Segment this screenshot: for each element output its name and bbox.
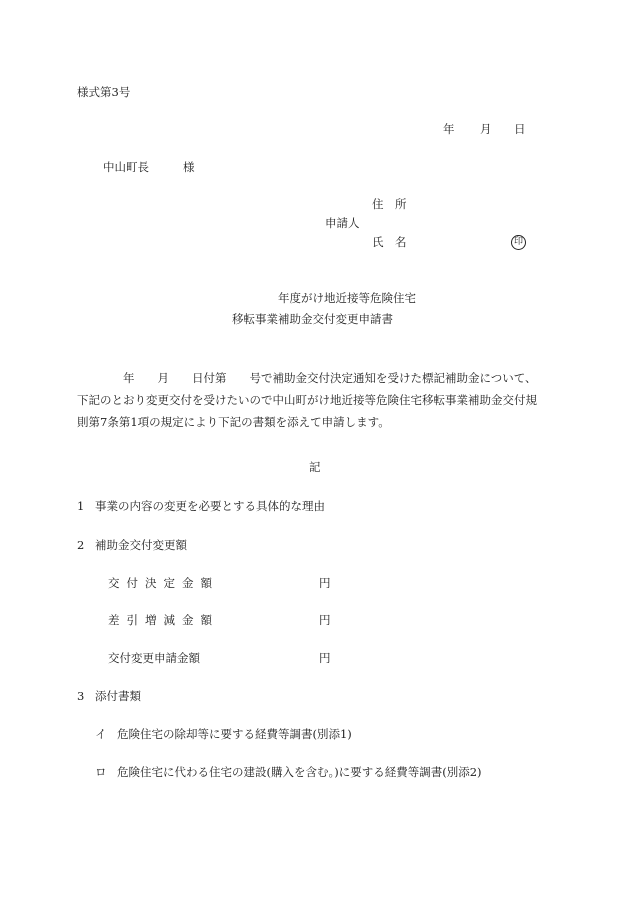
- body-line-2: 下記のとおり変更交付を受けたいので中山町がけ地近接等危険住宅移転事業補助金交付規: [77, 393, 537, 407]
- ki-heading: 記: [309, 460, 321, 474]
- item-2-text: 補助金交付変更額: [95, 538, 187, 552]
- title-line-1: 年度がけ地近接等危険住宅: [278, 291, 416, 305]
- amount-label: 交付決定金額: [108, 576, 219, 590]
- seal-icon: 印: [511, 235, 526, 250]
- attachment-text: 危険住宅に代わる住宅の建設(購入を含む。)に要する経費等調書(別添2): [117, 765, 482, 779]
- attachment-marker: イ: [95, 727, 107, 741]
- item-2-number: 2: [77, 538, 85, 552]
- amount-label: 交付変更申請金額: [108, 651, 200, 665]
- amount-unit: 円: [319, 651, 331, 665]
- body-paragraph: [77, 367, 547, 433]
- amount-unit: 円: [319, 613, 331, 627]
- title-line-2: 移転事業補助金交付変更申請書: [232, 312, 393, 326]
- date-day: 日: [514, 122, 526, 136]
- name-label: 氏 名: [372, 235, 407, 249]
- date-year: 年: [443, 122, 455, 136]
- item-3-text: 添付書類: [95, 689, 141, 703]
- addressee-honorific: 様: [183, 160, 195, 174]
- item-1-number: 1: [77, 499, 85, 513]
- attachment-marker: ロ: [95, 765, 107, 779]
- form-number: 様式第3号: [77, 85, 131, 99]
- amount-unit: 円: [319, 576, 331, 590]
- item-3-number: 3: [77, 689, 85, 703]
- addressee-name: 中山町長: [103, 160, 149, 174]
- body-line-1: 年 月 日付第 号で補助金交付決定通知を受けた標記補助金について、: [77, 371, 537, 385]
- applicant-label: 申請人: [325, 216, 360, 230]
- date-month: 月: [480, 122, 492, 136]
- body-line-3: 則第7条第1項の規定により下記の書類を添えて申請します。: [77, 415, 390, 429]
- address-label: 住 所: [372, 197, 407, 211]
- amount-label: 差引増減金額: [108, 613, 219, 627]
- attachment-text: 危険住宅の除却等に要する経費等調書(別添1): [117, 727, 352, 741]
- item-1-text: 事業の内容の変更を必要とする具体的な理由: [95, 499, 325, 513]
